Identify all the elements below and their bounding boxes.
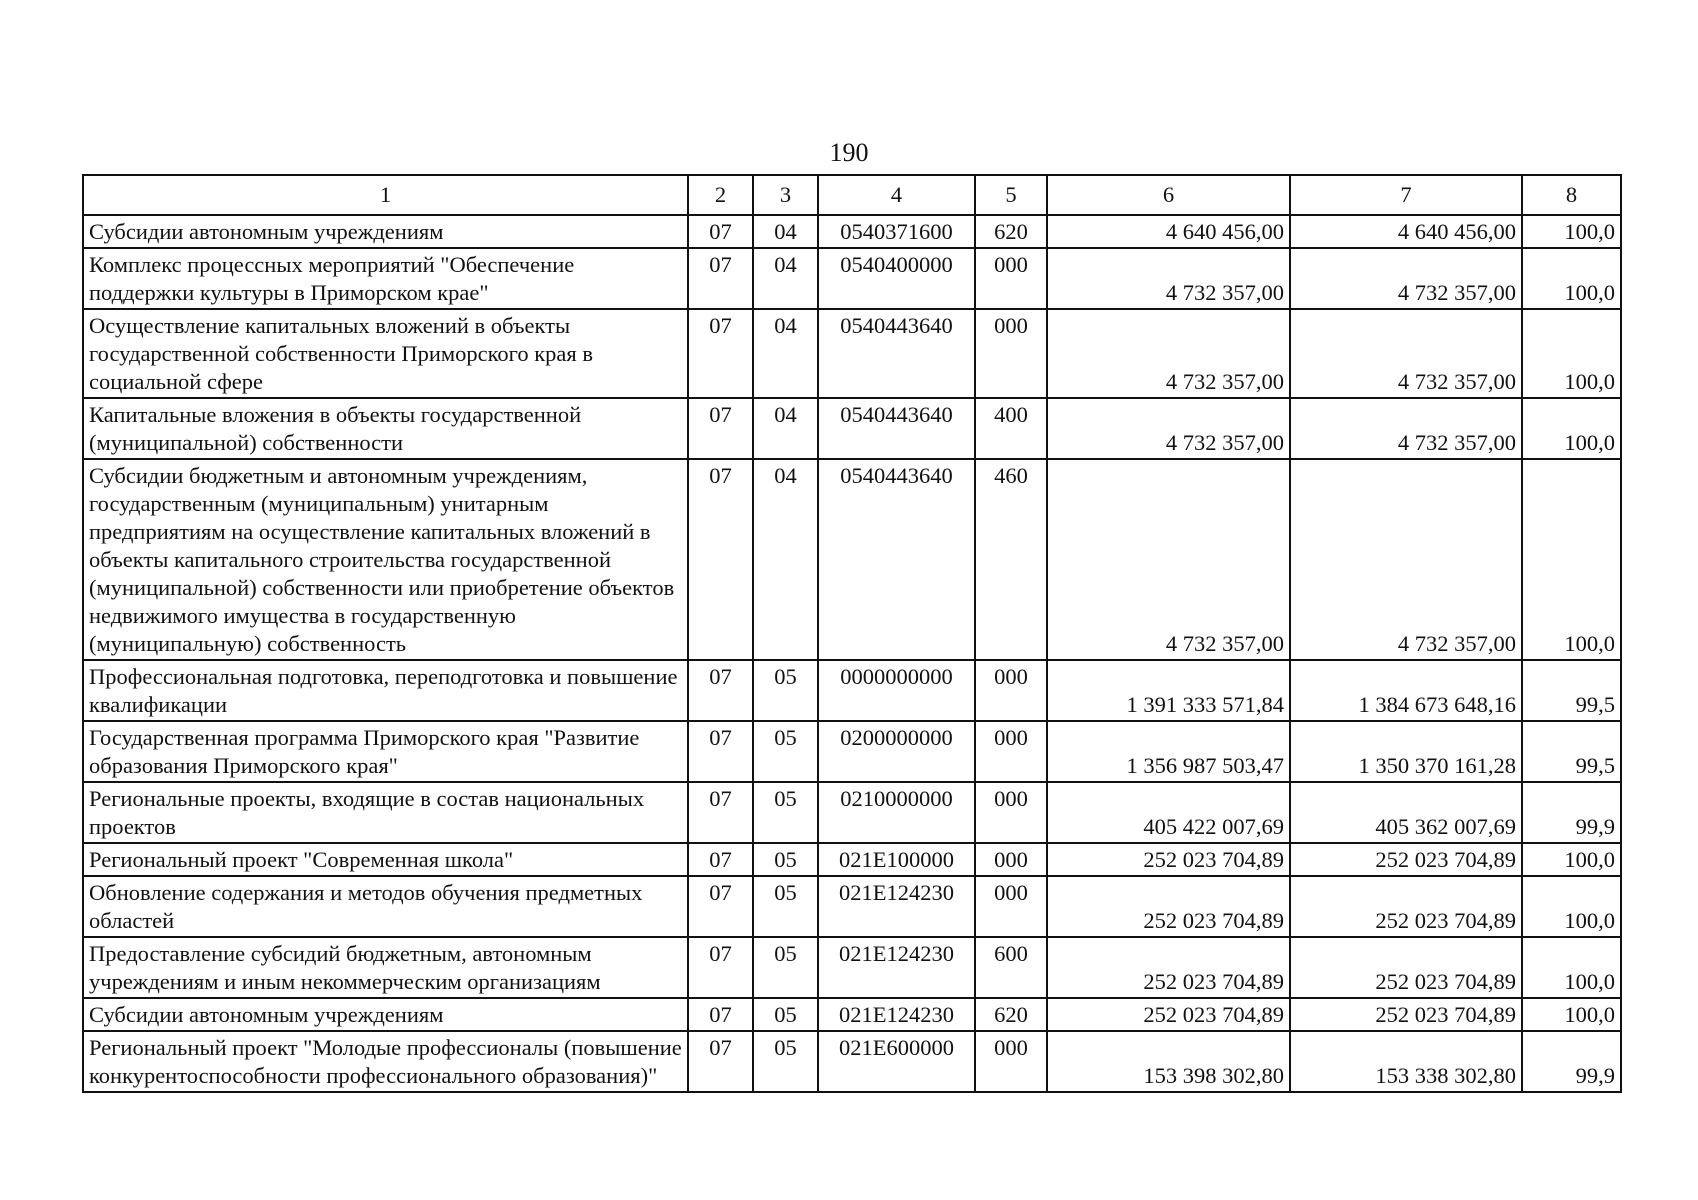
expense-type-code: 460 [975,459,1047,660]
subsection-code: 05 [753,721,818,782]
planned-amount: 4 732 357,00 [1047,309,1290,398]
execution-percent: 100,0 [1522,937,1621,998]
expense-type-code: 000 [975,721,1047,782]
header-cell: 7 [1290,175,1522,215]
item-name: Обновление содержания и методов обучения предметных областей [83,876,688,937]
expense-type-code: 600 [975,937,1047,998]
actual-amount: 1 350 370 161,28 [1290,721,1522,782]
subsection-code: 05 [753,843,818,876]
item-name: Осуществление капитальных вложений в объекты государственной собственности Приморского края в социальной сфере [83,309,688,398]
expense-type-code: 000 [975,876,1047,937]
target-article-code: 021E124230 [818,937,975,998]
expense-type-code: 000 [975,248,1047,309]
target-article-code: 0200000000 [818,721,975,782]
header-cell: 3 [753,175,818,215]
actual-amount: 4 732 357,00 [1290,248,1522,309]
actual-amount: 252 023 704,89 [1290,843,1522,876]
target-article-code: 021E600000 [818,1031,975,1092]
subsection-code: 04 [753,309,818,398]
item-name: Субсидии автономным учреждениям [83,998,688,1031]
execution-percent: 100,0 [1522,398,1621,459]
table-row [83,215,1621,248]
item-name: Комплекс процессных мероприятий "Обеспечение поддержки культуры в Приморском крае" [83,248,688,309]
actual-amount: 4 640 456,00 [1290,215,1522,248]
subsection-code: 05 [753,1031,818,1092]
execution-percent: 99,9 [1522,782,1621,843]
header-cell: 8 [1522,175,1621,215]
expense-type-code: 620 [975,215,1047,248]
section-code: 07 [688,309,753,398]
actual-amount: 405 362 007,69 [1290,782,1522,843]
table-row [83,459,1621,660]
planned-amount: 405 422 007,69 [1047,782,1290,843]
target-article-code: 0540400000 [818,248,975,309]
actual-amount: 252 023 704,89 [1290,937,1522,998]
section-code: 07 [688,459,753,660]
subsection-code: 04 [753,459,818,660]
section-code: 07 [688,876,753,937]
target-article-code: 021E100000 [818,843,975,876]
actual-amount: 1 384 673 648,16 [1290,660,1522,721]
target-article-code: 0540443640 [818,398,975,459]
section-code: 07 [688,398,753,459]
table-row [83,721,1621,782]
planned-amount: 252 023 704,89 [1047,998,1290,1031]
target-article-code: 0540443640 [818,309,975,398]
expense-type-code: 000 [975,1031,1047,1092]
table-row [83,248,1621,309]
table-row [83,1031,1621,1092]
execution-percent: 100,0 [1522,215,1621,248]
planned-amount: 252 023 704,89 [1047,937,1290,998]
planned-amount: 1 391 333 571,84 [1047,660,1290,721]
actual-amount: 153 338 302,80 [1290,1031,1522,1092]
header-cell: 4 [818,175,975,215]
actual-amount: 4 732 357,00 [1290,309,1522,398]
item-name: Субсидии автономным учреждениям [83,215,688,248]
section-code: 07 [688,782,753,843]
expense-type-code: 000 [975,843,1047,876]
table-row [83,937,1621,998]
table-row [83,998,1621,1031]
table-header-row [83,175,1621,215]
planned-amount: 252 023 704,89 [1047,843,1290,876]
item-name: Субсидии бюджетным и автономным учреждениям, государственным (муниципальным) унитарным предприятиям на осуществление капитальных вложений в объекты капитального строительства государственной (муниципальной) собственности или приобретение объектов недвижимого имущества в государственную (муниципальную) собственность [83,459,688,660]
expense-type-code: 000 [975,782,1047,843]
subsection-code: 05 [753,998,818,1031]
execution-percent: 100,0 [1522,248,1621,309]
page-number: 190 [829,138,869,167]
planned-amount: 153 398 302,80 [1047,1031,1290,1092]
budget-table [82,174,1622,1093]
subsection-code: 04 [753,398,818,459]
expense-type-code: 400 [975,398,1047,459]
target-article-code: 0540443640 [818,459,975,660]
planned-amount: 4 732 357,00 [1047,248,1290,309]
actual-amount: 4 732 357,00 [1290,459,1522,660]
item-name: Региональный проект "Современная школа" [83,843,688,876]
planned-amount: 252 023 704,89 [1047,876,1290,937]
expense-type-code: 620 [975,998,1047,1031]
item-name: Государственная программа Приморского края "Развитие образования Приморского края" [83,721,688,782]
planned-amount: 4 732 357,00 [1047,398,1290,459]
execution-percent: 100,0 [1522,876,1621,937]
actual-amount: 252 023 704,89 [1290,876,1522,937]
item-name: Профессиональная подготовка, переподготовка и повышение квалификации [83,660,688,721]
subsection-code: 05 [753,660,818,721]
execution-percent: 100,0 [1522,998,1621,1031]
table-row [83,876,1621,937]
table-row [83,309,1621,398]
planned-amount: 4 640 456,00 [1047,215,1290,248]
header-cell: 1 [83,175,688,215]
table-row [83,398,1621,459]
execution-percent: 100,0 [1522,843,1621,876]
header-cell: 2 [688,175,753,215]
execution-percent: 99,5 [1522,660,1621,721]
header-cell: 5 [975,175,1047,215]
execution-percent: 100,0 [1522,459,1621,660]
section-code: 07 [688,248,753,309]
target-article-code: 021E124230 [818,998,975,1031]
section-code: 07 [688,1031,753,1092]
target-article-code: 0210000000 [818,782,975,843]
table-row [83,782,1621,843]
section-code: 07 [688,215,753,248]
section-code: 07 [688,843,753,876]
execution-percent: 100,0 [1522,309,1621,398]
actual-amount: 4 732 357,00 [1290,398,1522,459]
target-article-code: 021E124230 [818,876,975,937]
item-name: Капитальные вложения в объекты государственной (муниципальной) собственности [83,398,688,459]
planned-amount: 1 356 987 503,47 [1047,721,1290,782]
execution-percent: 99,9 [1522,1031,1621,1092]
planned-amount: 4 732 357,00 [1047,459,1290,660]
expense-type-code: 000 [975,309,1047,398]
header-cell: 6 [1047,175,1290,215]
section-code: 07 [688,660,753,721]
subsection-code: 04 [753,248,818,309]
actual-amount: 252 023 704,89 [1290,998,1522,1031]
section-code: 07 [688,998,753,1031]
subsection-code: 04 [753,215,818,248]
subsection-code: 05 [753,782,818,843]
target-article-code: 0540371600 [818,215,975,248]
execution-percent: 99,5 [1522,721,1621,782]
expense-type-code: 000 [975,660,1047,721]
subsection-code: 05 [753,876,818,937]
section-code: 07 [688,937,753,998]
item-name: Предоставление субсидий бюджетным, автономным учреждениям и иным некоммерческим организациям [83,937,688,998]
table-row [83,660,1621,721]
item-name: Региональный проект "Молодые профессионалы (повышение конкурентоспособности профессионального образования)" [83,1031,688,1092]
table-row [83,843,1621,876]
section-code: 07 [688,721,753,782]
target-article-code: 0000000000 [818,660,975,721]
subsection-code: 05 [753,937,818,998]
item-name: Региональные проекты, входящие в состав национальных проектов [83,782,688,843]
